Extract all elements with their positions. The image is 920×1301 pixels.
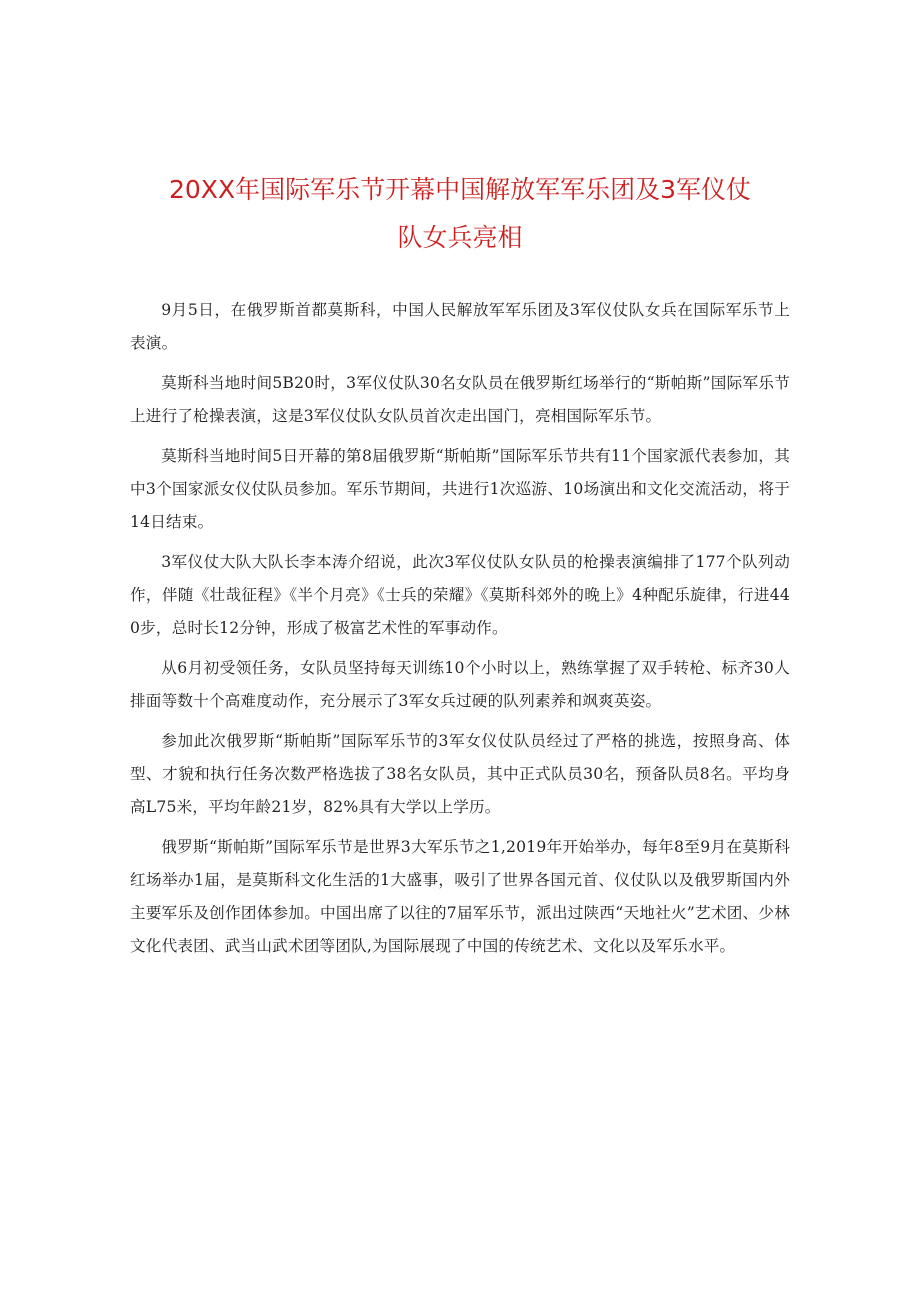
paragraph: 俄罗斯“斯帕斯”国际军乐节是世界3大军乐节之1,2019年开始举办，每年8至9月在莫斯科红场举办1届，是莫斯科文化生活的1大盛事，吸引了世界各国元首、仪仗队以及俄罗斯国内外主要军乐及创作团体参加。中国出席了以往的7届军乐节，派出过陕西“天地社火”艺术团、少林文化代表团、武当山武术团等团队,为国际展现了中国的传统艺术、文化以及军乐水平。 — [130, 838, 790, 955]
paragraph: 莫斯科当地时间5B20时，3军仪仗队30名女队员在俄罗斯红场举行的“斯帕斯”国际军乐节上进行了枪操表演，这是3军仪仗队女队员首次走出国门，亮相国际军乐节。 — [130, 374, 790, 425]
paragraph: 参加此次俄罗斯“斯帕斯”国际军乐节的3军女仪仗队员经过了严格的挑选，按照身高、体型、才貌和执行任务次数严格选拔了38名女队员，其中正式队员30名，预备队员8名。平均身高L75米，平均年龄21岁，82%具有大学以上学历。 — [130, 732, 790, 816]
article-body — [130, 294, 790, 970]
paragraph: 莫斯科当地时间5日开幕的第8届俄罗斯“斯帕斯”国际军乐节共有11个国家派代表参加，其中3个国家派女仪仗队员参加。军乐节期间，共进行1次巡游、10场演出和文化交流活动，将于14日结束。 — [130, 447, 790, 531]
title-line-2: 队女兵亮相 — [397, 223, 523, 252]
title-line-1: 20XX年国际军乐节开幕中国解放军军乐团及3军仪仗 — [169, 175, 751, 204]
paragraph: 3军仪仗大队大队长李本涛介绍说，此次3军仪仗队女队员的枪操表演编排了177个队列动作，伴随《壮哉征程》《半个月亮》《士兵的荣耀》《莫斯科郊外的晚上》4种配乐旋律，行进440步，总时长12分钟，形成了极富艺术性的军事动作。 — [130, 553, 790, 637]
paragraph: 9月5日，在俄罗斯首都莫斯科，中国人民解放军军乐团及3军仪仗队女兵在国际军乐节上表演。 — [130, 301, 790, 352]
paragraph: 从6月初受领任务，女队员坚持每天训练10个小时以上，熟练掌握了双手转枪、标齐30人排面等数十个高难度动作，充分展示了3军女兵过硬的队列素养和飒爽英姿。 — [130, 659, 790, 710]
article-title — [120, 166, 800, 262]
